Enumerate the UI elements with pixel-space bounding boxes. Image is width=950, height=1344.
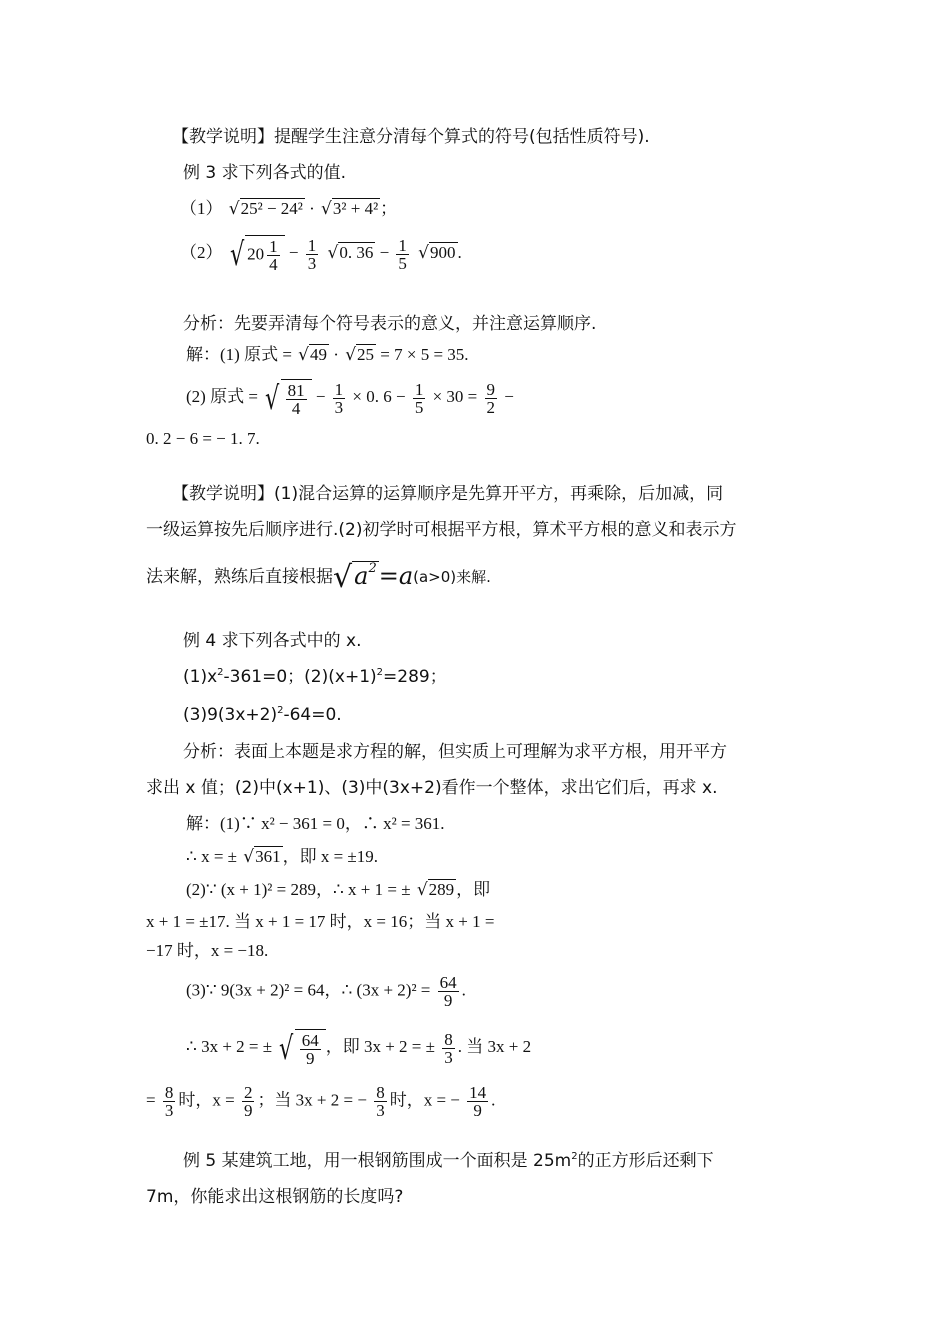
solution-4-line-2: ∴ x = ± √361 ，即 x = ±19. <box>186 847 378 867</box>
fraction: $\frac{1}{4}$ <box>269 237 278 274</box>
fraction: $\frac{14}{9}$ <box>469 1083 487 1120</box>
fraction: $\frac{64}{9}$ <box>439 973 457 1010</box>
formula-sqrt-a-squared: $√a^2=a$ <box>333 560 414 595</box>
sqrt-expression: √25² − 24² <box>228 199 303 219</box>
example-5-line-1: 例 5 某建筑工地，用一根钢筋围成一个面积是 $25m^2$的正方形后还剩下 <box>183 1151 714 1171</box>
teaching-note-2-line-2: 一级运算按先后顺序进行.(2)初学时可根据平方根，算术平方根的意义和表示方 <box>146 520 737 540</box>
sqrt-radicand: 20 $\frac{1}{4}$ <box>245 235 285 273</box>
solution-4-line-6: (3)∵ 9(3x + 2)² = 64，∴ (3x + 2)² = $\frac{64}{9}$ . <box>186 973 466 1010</box>
teaching-note-2-line-1: 【教学说明】(1)混合运算的运算顺序是先算开平方，再乘除，后加减，同 <box>172 484 724 504</box>
fraction: $\frac{9}{2}$ <box>486 379 496 417</box>
solution-3-part-1: 解：(1) 原式 = √49 · √25 = 7 × 5 = 35. <box>186 345 469 365</box>
sqrt-expression: √361 <box>243 847 281 867</box>
fraction: $\frac{64}{9}$ <box>301 1031 319 1068</box>
fraction: $\frac{1}{5}$ <box>398 235 407 273</box>
analysis-4-line-1: 分析：表面上本题是求方程的解，但实质上可理解为求平方根，用开平方 <box>183 742 727 762</box>
fraction: $\frac{8}{3}$ <box>164 1083 174 1120</box>
solution-3-part-2: (2) 原式 = √ $\frac{81}{4}$ − $\frac{1}{3}$ × 0. 6 − $\frac{1}{5}$ × 30 = $\frac{9}{2}$ − <box>186 379 514 418</box>
fraction: $\frac{2}{9}$ <box>243 1083 253 1120</box>
analysis-3: 分析：先要弄清每个符号表示的意义，并注意运算顺序. <box>183 314 597 334</box>
part-label: （2） <box>180 242 223 262</box>
sqrt-radicand <box>281 379 312 417</box>
solution-4-line-5: −17 时，x = −18. <box>146 941 269 960</box>
sqrt-expression: √25 <box>345 345 375 365</box>
solution-4-line-8: = $\frac{8}{3}$ 时，x = $\frac{2}{9}$ ；当 3x + 2 = − $\frac{8}{3}$ 时，x = − $\frac{14}{9}$ . <box>146 1083 496 1120</box>
solution-4-line-1: 解：(1)∵ x² − 361 = 0，∴ x² = 361. <box>186 814 445 833</box>
sqrt-expression: √0. 36 <box>327 242 374 263</box>
fraction: $\frac{1}{5}$ <box>414 379 424 417</box>
part-label: （1） <box>180 199 223 218</box>
sqrt-expression: √289 <box>416 880 455 900</box>
sqrt-symbol: √ <box>229 235 245 273</box>
teaching-note-2-line-3: 法来解，熟练后直接根据$√a^2=a(a>0)$来解. <box>146 560 491 595</box>
fraction: $\frac{1}{3}$ <box>334 379 344 417</box>
sqrt-symbol: √ <box>265 379 280 417</box>
example-3-part-1: （1） √25² − 24² · √3² + 4² ； <box>180 199 398 219</box>
solution-4-line-7: ∴ 3x + 2 = ± √ $\frac{64}{9}$ ，即 3x + 2 = ± $\frac{8}{3}$ . 当 3x + 2 <box>186 1029 532 1068</box>
sqrt-expression: √49 <box>298 345 328 365</box>
example-3-heading: 例 3 求下列各式的值. <box>183 163 347 183</box>
solution-4-line-4: x + 1 = ±17. 当 x + 1 = 17 时，x = 16；当 x + 1 = <box>146 912 495 931</box>
sqrt-expression: √3² + 4² <box>321 199 379 219</box>
fraction: $\frac{8}{3}$ <box>376 1083 385 1120</box>
example-4-equations-1-2: $(1)x^2-361=0$；$(2)(x+1)^2=289$； <box>183 667 447 687</box>
solution-3-continuation: 0. 2 − 6 = − 1. 7. <box>146 429 260 448</box>
analysis-4-line-2: 求出 x 值；(2)中(x+1)、(3)中(3x+2)看作一个整体，求出它们后，再求 x. <box>146 778 718 798</box>
solution-4-line-3: (2)∵ (x + 1)² = 289，∴ x + 1 = ± √289 ，即 <box>186 880 491 900</box>
example-4-heading: 例 4 求下列各式中的 x. <box>183 631 362 651</box>
sqrt-expression: √900 <box>418 242 456 263</box>
example-4-equation-3: $(3)9(3x+2)^2-64=0$. <box>183 705 342 725</box>
teaching-note-1: 【教学说明】提醒学生注意分清每个算式的符号(包括性质符号). <box>172 127 650 147</box>
example-3-part-2: （2） √ 20 $\frac{1}{4}$ − $\frac{1}{3}$ √0. 36 − $\frac{1}{5}$ √900 . <box>180 235 462 274</box>
fraction: $\frac{81}{4}$ <box>287 381 305 418</box>
example-5-line-2: 7m，你能求出这根钢筋的长度吗? <box>146 1187 404 1207</box>
sqrt-symbol: √ <box>279 1029 294 1067</box>
fraction: $\frac{8}{3}$ <box>444 1029 453 1067</box>
fraction: $\frac{1}{3}$ <box>307 235 317 273</box>
sqrt-radicand <box>295 1029 326 1067</box>
